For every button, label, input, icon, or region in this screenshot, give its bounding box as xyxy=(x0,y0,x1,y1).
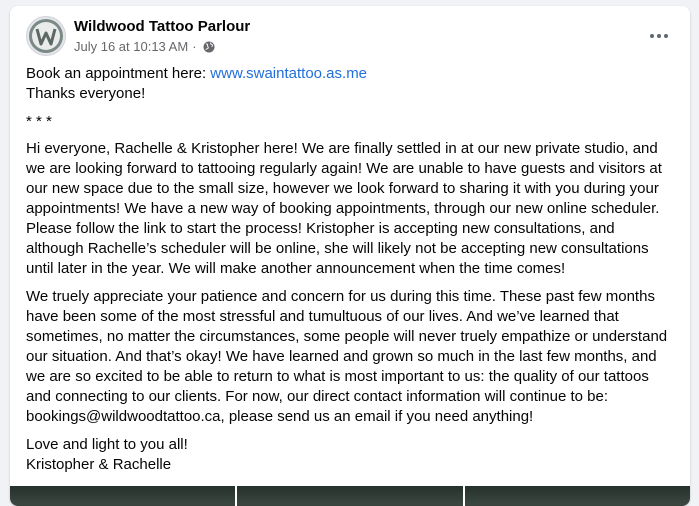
signature-line: Kristopher & Rachelle xyxy=(26,456,172,473)
photo-thumbnail[interactable] xyxy=(10,486,235,506)
more-options-icon xyxy=(650,34,654,38)
avatar[interactable] xyxy=(26,16,66,56)
signoff-line: Love and light to you all! xyxy=(26,436,188,453)
post-body xyxy=(26,64,676,483)
page-logo-icon xyxy=(28,18,64,54)
booking-paragraph xyxy=(26,64,676,104)
page-name[interactable]: Wildwood Tattoo Parlour xyxy=(74,18,251,35)
booking-link[interactable]: www.swaintattoo.as.me xyxy=(210,65,368,82)
photo-grid xyxy=(10,486,690,506)
photo-thumbnail[interactable] xyxy=(465,486,690,506)
signoff-paragraph xyxy=(26,435,676,475)
more-options-button[interactable] xyxy=(644,26,674,46)
photo-thumbnail[interactable] xyxy=(237,486,462,506)
meta-separator: · xyxy=(192,39,197,54)
announcement-paragraph: Hi everyone, Rachelle & Kristopher here! We are finally settled in at our new private studio, and we are looking forward to tattooing regularly again! We are unable to have guests and visitors at our new space due to the small size, however we look forward to sharing it with you during your appointments! We have a new way of booking appointments, through our new online scheduler. Please follow the link to start the process! Kristopher is accepting new consultations, and although Rachelle’s scheduler will be online, she will likely not be accepting new consultations until later in the year. We will make another announcement when the time comes! xyxy=(26,140,662,277)
divider-text: * * * xyxy=(26,113,52,130)
globe-icon[interactable] xyxy=(203,41,215,53)
post-header xyxy=(26,16,674,58)
appreciation-paragraph: We truely appreciate your patience and concern for us during this time. These past few months have been some of the most stressful and tumultuous of our lives. And we’ve learned that sometimes, no matter the circumstances, some people will never truely empathize or understand our situation. And that’s okay! We have learned and grown so much in the last few months, and we are so excited to be able to return to what is most important to us: the quality of our tattoos and connecting to our clients. For now, our direct contact information will continue to be: bookings@wildwoodtattoo.ca, please send us an email if you need anything! xyxy=(26,288,668,425)
booking-prefix: Book an appointment here: xyxy=(26,65,211,82)
thanks-line: Thanks everyone! xyxy=(26,85,146,102)
post-meta xyxy=(74,39,215,54)
post-timestamp[interactable]: July 16 at 10:13 AM xyxy=(74,39,189,54)
post-card xyxy=(10,6,690,506)
